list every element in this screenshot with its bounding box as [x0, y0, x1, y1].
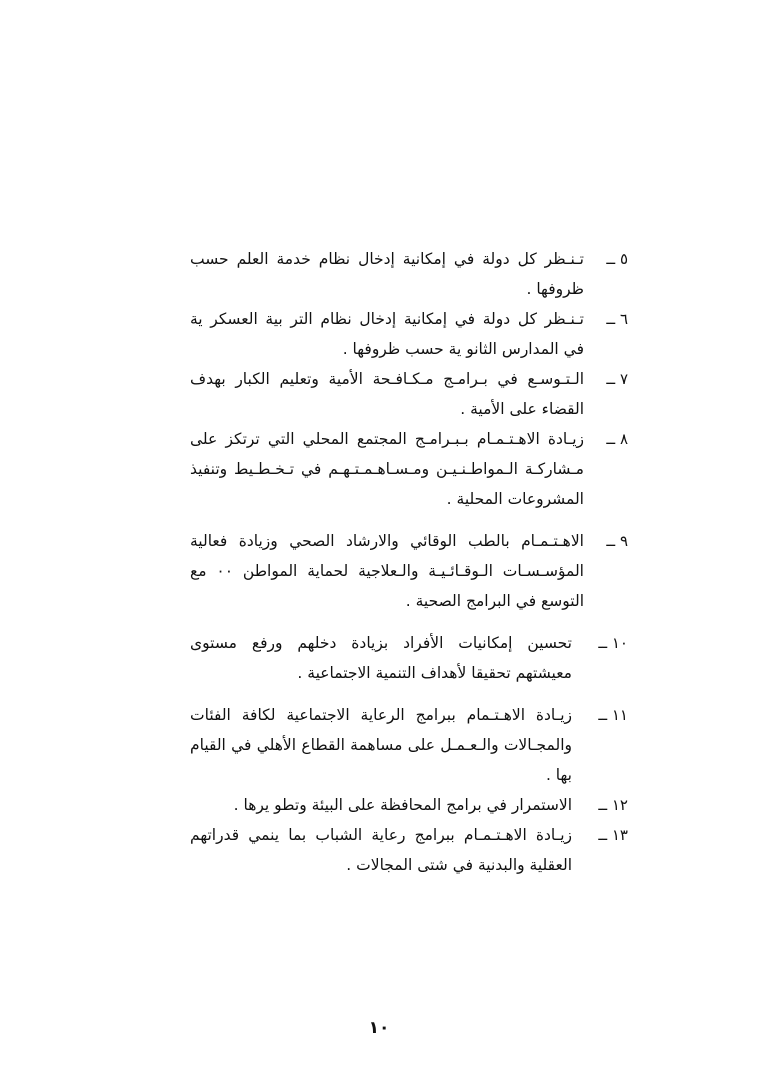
list-item [190, 790, 628, 820]
text-line: والمجـالات والـعـمـل على مساهمة القطاع الأهلي في القيام [190, 736, 572, 754]
list-item [190, 244, 628, 304]
text-line: الاهـتـمـام بالطب الوقائي والارشاد الصحي وزيادة فعالية [190, 532, 584, 550]
item-number: ١٣ ــ [598, 826, 628, 844]
text-line: تـنـظر كل دولة في إمكانية إدخال نظام التر بية العسكر ية [190, 310, 584, 328]
item-text [190, 364, 584, 424]
text-line: الـتـوسـع في بـرامـج مـكـافـحة الأمية وتعليم الكبار بهدف [190, 370, 584, 388]
text-line: المشروعات المحلية . [446, 490, 584, 508]
text-line: الاستمرار في برامج المحافظة على البيئة وتطو يرها . [233, 796, 572, 814]
text-line: المؤسـسـات الـوقـائـيـة والـعلاجية لحماية المواطن ٠٠ مع [190, 562, 584, 580]
list-item [190, 820, 628, 880]
item-text [190, 790, 584, 820]
item-text [190, 304, 584, 364]
item-number: ٦ ــ [606, 310, 628, 328]
item-number: ١٢ ــ [598, 796, 628, 814]
list-item [190, 526, 628, 616]
item-number: ٨ ــ [606, 430, 628, 448]
list-item [190, 628, 628, 688]
item-text [190, 628, 584, 688]
text-line: زيـادة الاهـتـمـام ببرامج رعاية الشباب بما ينمي قدراتهم [190, 826, 572, 844]
item-text [190, 700, 584, 790]
list-item [190, 304, 628, 364]
item-number: ١١ ــ [598, 706, 628, 724]
item-number: ٥ ــ [606, 250, 628, 268]
page-number: ١٠ [368, 1018, 390, 1038]
text-line: تـنـظر كل دولة في إمكانية إدخال نظام خدمة العلم حسب [190, 250, 584, 268]
list-item [190, 700, 628, 790]
item-number: ٧ ــ [606, 370, 628, 388]
list-item [190, 364, 628, 424]
item-text [190, 244, 584, 304]
text-line: تحسين إمكانيات الأفراد بزيادة دخلهم ورفع مستوى [190, 634, 572, 652]
text-line: زيـادة الاهـتـمـام بـبـرامـج المجتمع المحلي التي ترتكز على [190, 430, 584, 448]
item-text [190, 424, 584, 514]
document-body [190, 244, 628, 880]
text-line: بها . [545, 766, 572, 784]
item-text [190, 526, 584, 616]
text-line: العقلية والبدنية في شتى المجالات . [346, 856, 572, 874]
text-line: التوسع في البرامج الصحية . [405, 592, 584, 610]
item-number: ١٠ ــ [598, 634, 628, 652]
text-line: في المدارس الثانو ية حسب ظروفها . [342, 340, 584, 358]
text-line: القضاء على الأمية . [460, 400, 584, 418]
list-item [190, 424, 628, 514]
text-line: ظروفها . [526, 280, 584, 298]
text-line: مـشاركـة الـمواطـنـيـن ومـسـاهـمـتـهـم في تـخـطـيط وتنفيذ [190, 460, 584, 478]
item-text [190, 820, 584, 880]
item-number: ٩ ــ [606, 532, 628, 550]
text-line: معيشتهم تحقيقا لأهداف التنمية الاجتماعية . [297, 664, 572, 682]
text-line: زيـادة الاهـتـمام ببرامج الرعاية الاجتماعية لكافة الفئات [190, 706, 572, 724]
